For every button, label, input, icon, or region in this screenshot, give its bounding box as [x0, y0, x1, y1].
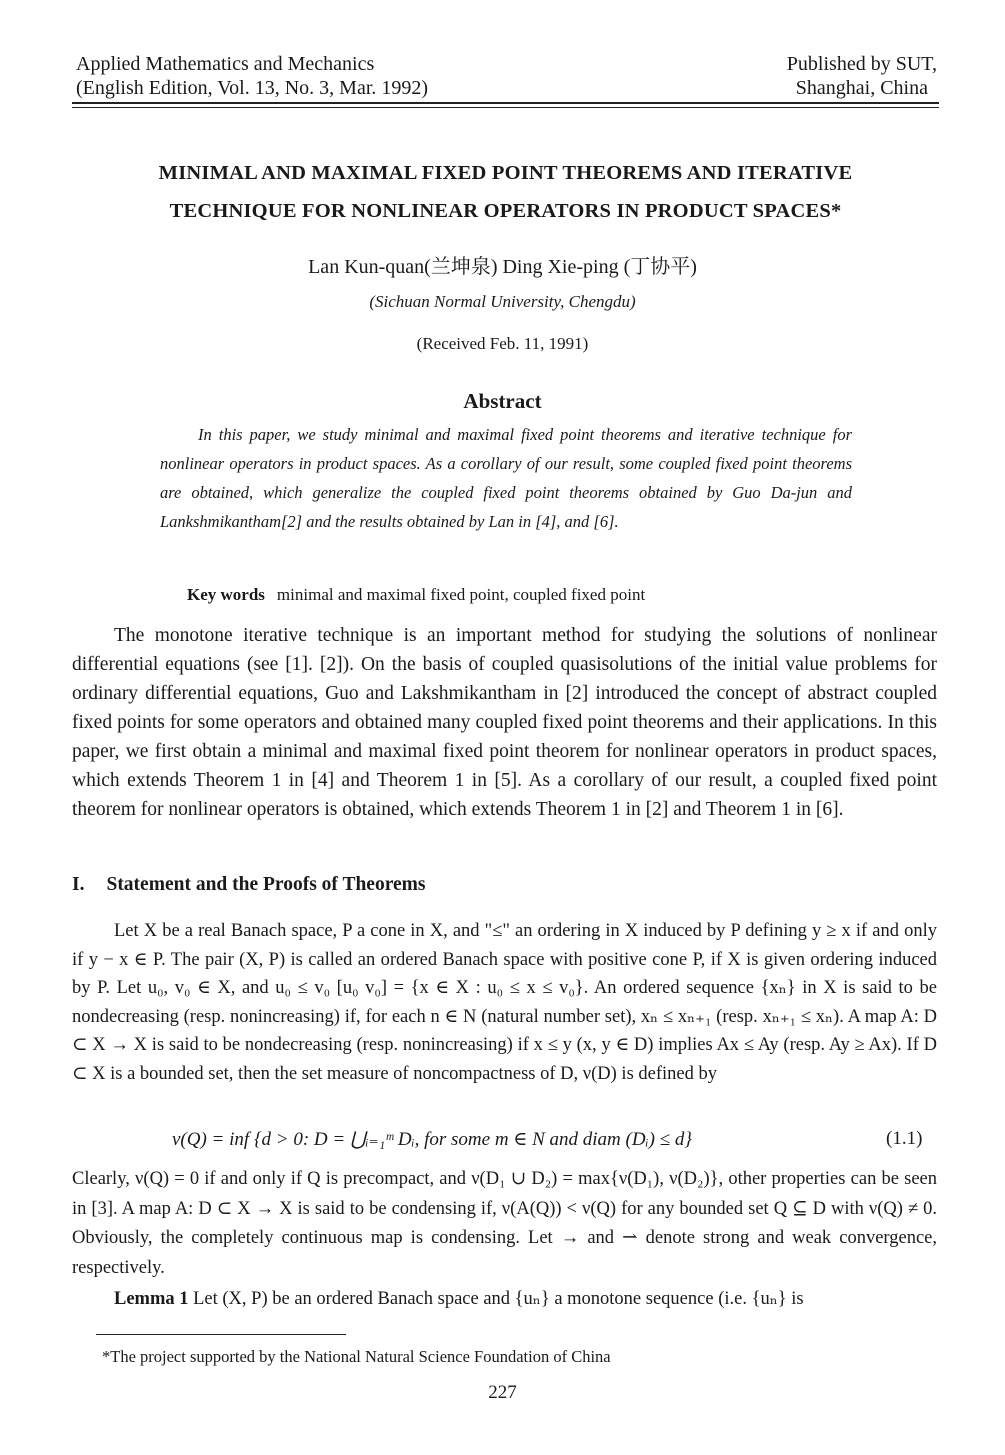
page-number: 227 [488, 1382, 517, 1403]
after-equation-paragraph: Clearly, ν(Q) = 0 if and only if Q is precompact, and ν(D₁ ∪ D₂) = max{ν(D₁), ν(D₂)}, other properties can be seen in [3]. A map A: D ⊂ X → X is said to be condensing if, ν(A(Q)) < ν(Q) for any bounded set Q ⊆ D with ν(Q) ≠ 0. Obviously, the completely continuous map is condensing. Let → and ⇀ denote strong and weak convergence, respectively. [72, 1169, 937, 1278]
publisher-header [787, 52, 937, 100]
footnote-rule [96, 1334, 346, 1335]
equation-1-1: ν(Q) = inf {d > 0: D = ⋃ᵢ₌₁ᵐ Dᵢ, for some m ∈ N and diam (Dᵢ) ≤ d} [172, 1129, 692, 1150]
keywords-label: Key words [187, 585, 265, 604]
journal-header [76, 52, 428, 100]
publisher-location: Shanghai, China [795, 77, 928, 99]
header-rule-thick [72, 102, 939, 104]
abstract-heading: Abstract [463, 389, 542, 413]
title-line-1: MINIMAL AND MAXIMAL FIXED POINT THEOREMS AND ITERATIVE [158, 162, 853, 184]
lemma-label: Lemma 1 [114, 1289, 189, 1309]
equation-number: (1.1) [886, 1128, 923, 1149]
authors: Lan Kun-quan(兰坤泉) Ding Xie-ping (丁协平) [308, 256, 697, 278]
received-date: (Received Feb. 11, 1991) [416, 334, 589, 353]
lemma-text: Let (X, P) be an ordered Banach space and {uₙ} a monotone sequence (i.e. {uₙ} is [193, 1289, 804, 1309]
footnote: *The project supported by the National Natural Science Foundation of China [102, 1347, 611, 1366]
section-paragraph: Let X be a real Banach space, P a cone in X, and "≤" an ordering in X induced by P defining y ≥ x if and only if y − x ∈ P. The pair (X, P) is called an ordered Banach space with positive cone P, if X is given ordering induced by P. Let u₀, v₀ ∈ X, and u₀ ≤ v₀ [u₀ v₀] = {x ∈ X : u₀ ≤ x ≤ v₀}. An ordered sequence {xₙ} in X is said to be nondecreasing (resp. nonincreasing) if, for each n ∈ N (natural number set), xₙ ≤ xₙ₊₁ (resp. xₙ₊₁ ≤ xₙ). A map A: D ⊂ X → X is said to be nondecreasing (resp. nonincreasing) if x ≤ y (x, y ∈ D) implies Ax ≤ Ay (resp. Ay ≥ Ax). If D ⊂ X is a bounded set, then the set measure of noncompactness of D, ν(D) is defined by [72, 921, 937, 1084]
intro-paragraph: The monotone iterative technique is an important method for studying the solutions of nonlinear differential equations (see [1]. [2]). On the basis of coupled quasisolutions of the initial value problems for ordinary differential equations, Guo and Lakshmikantham in [2] introduced the concept of abstract coupled fixed points for some operators and obtained many coupled fixed point theorems and their applications. In this paper, we first obtain a minimal and maximal fixed point theorem for nonlinear operators in product spaces, which extends Theorem 1 in [4] and Theorem 1 in [5]. As a corollary of our result, a coupled fixed point theorem for nonlinear operators is obtained, which extends Theorem 1 in [2] and Theorem 1 in [6]. [72, 625, 937, 820]
section-number: I. [72, 874, 85, 895]
header-rule-thin [72, 107, 939, 108]
section-title: Statement and the Proofs of Theorems [106, 874, 426, 895]
journal-edition: (English Edition, Vol. 13, No. 3, Mar. 1992) [76, 77, 429, 99]
publisher-name: Published by SUT, [786, 53, 937, 75]
lemma-1 [72, 1285, 937, 1314]
paper-title [72, 154, 939, 230]
section-heading [72, 874, 426, 896]
affiliation: (Sichuan Normal University, Chengdu) [369, 292, 636, 311]
title-line-2: TECHNIQUE FOR NONLINEAR OPERATORS IN PRODUCT SPACES* [169, 200, 842, 222]
journal-name: Applied Mathematics and Mechanics [76, 53, 375, 75]
keywords-text: minimal and maximal fixed point, coupled fixed point [276, 585, 646, 604]
keywords [187, 585, 645, 605]
abstract-text: In this paper, we study minimal and maximal fixed point theorems and iterative technique for nonlinear operators in product spaces. As a corollary of our result, some coupled fixed point theorems are obtained, which generalize the coupled fixed point theorems obtained by Guo Da-jun and Lankshmikantham[2] and the results obtained by Lan in [4], and [6]. [160, 425, 852, 531]
